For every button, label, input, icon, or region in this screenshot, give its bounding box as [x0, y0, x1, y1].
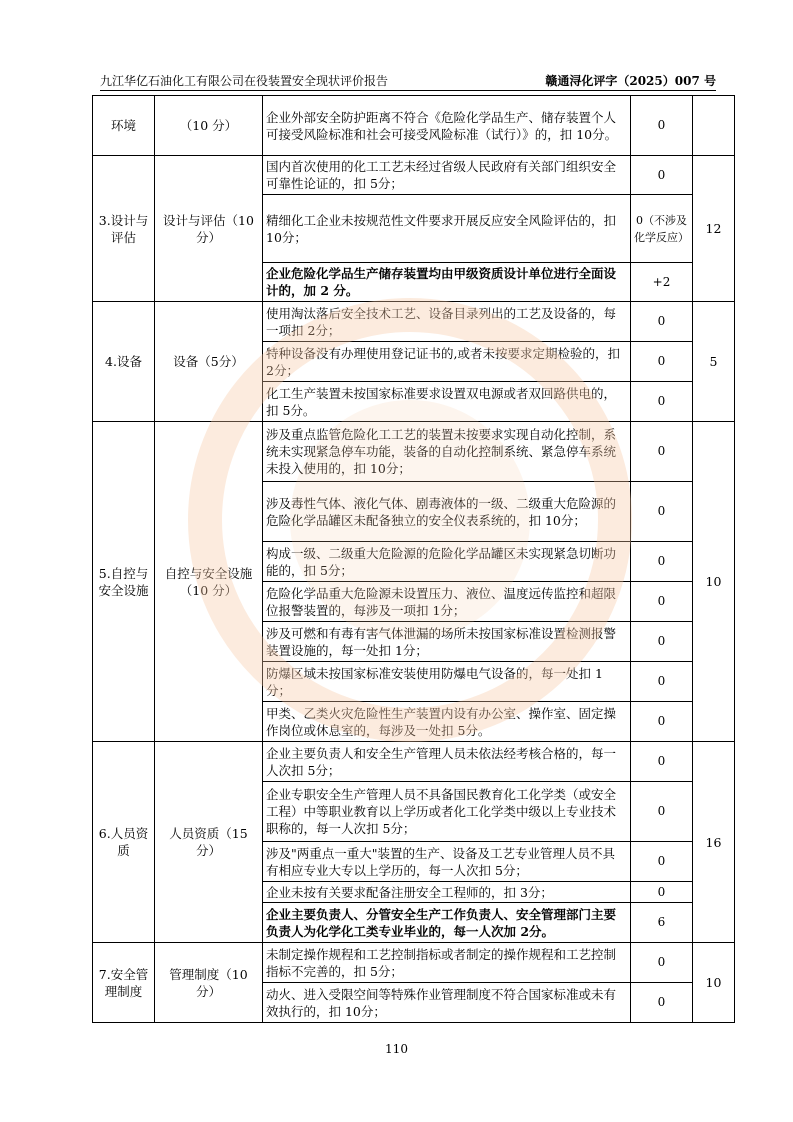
item-cell: 人员资质（15 分）: [155, 742, 263, 943]
total-cell: [693, 96, 735, 156]
item-cell: （10 分）: [155, 96, 263, 156]
score-cell: 0: [631, 482, 693, 542]
category-cell: 7.安全管理制度: [93, 943, 155, 1023]
header-report-number: 赣通浔化评字（2025）007 号: [545, 74, 716, 88]
page-number: 110: [385, 1042, 408, 1056]
category-cell: 4.设备: [93, 302, 155, 422]
table-row: [93, 943, 735, 983]
criteria-cell: 涉及重点监管危险化工工艺的装置未按要求实现自动化控制，系统未实现紧急停车功能，装备的自动化控制系统、紧急停车系统未投入使用的，扣 10分；: [263, 422, 631, 482]
criteria-cell: 国内首次使用的化工工艺未经过省级人民政府有关部门组织安全可靠性论证的，扣 5分；: [263, 156, 631, 195]
score-cell: 0: [631, 842, 693, 882]
table-row: [93, 742, 735, 782]
score-cell: 0: [631, 662, 693, 702]
criteria-cell: 未制定操作规程和工艺控制指标或者制定的操作规程和工艺控制指标不完善的，扣 5分；: [263, 943, 631, 983]
score-cell: 0（不涉及化学反应）: [631, 195, 693, 263]
item-cell: 设计与评估（10分）: [155, 156, 263, 302]
total-cell: 10: [693, 943, 735, 1023]
score-cell: 0: [631, 382, 693, 422]
item-cell: 自控与安全设施（10 分）: [155, 422, 263, 742]
criteria-cell: 企业主要负责人和安全生产管理人员未依法经考核合格的，每一人次扣 5分；: [263, 742, 631, 782]
item-cell: 设备（5分）: [155, 302, 263, 422]
score-cell: 0: [631, 782, 693, 842]
score-cell: 0: [631, 882, 693, 903]
table-row: [93, 96, 735, 156]
score-cell: 6: [631, 903, 693, 943]
criteria-cell: 企业主要负责人、分管安全生产工作负责人、安全管理部门主要负责人为化学化工类专业毕业的，每一人次加 2分。: [263, 903, 631, 943]
table-row: [93, 422, 735, 482]
criteria-cell: 涉及"两重点一重大"装置的生产、设备及工艺专业管理人员不具有相应专业大专以上学历的，每一人次扣 5分；: [263, 842, 631, 882]
criteria-cell: 涉及毒性气体、液化气体、剧毒液体的一级、二级重大危险源的危险化学品罐区未配备独立的安全仪表系统的，扣 10分；: [263, 482, 631, 542]
score-cell: +2: [631, 263, 693, 302]
page-header: [100, 68, 716, 91]
criteria-cell: 使用淘汰落后安全技术工艺、设备目录列出的工艺及设备的，每一项扣 2分；: [263, 302, 631, 342]
category-cell: 6.人员资质: [93, 742, 155, 943]
assessment-table: [92, 95, 735, 1023]
criteria-cell: 特种设备没有办理使用登记证书的,或者未按要求定期检验的，扣 2分；: [263, 342, 631, 382]
criteria-cell: 甲类、乙类火灾危险性生产装置内设有办公室、操作室、固定操作岗位或休息室的，每涉及一处扣 5分。: [263, 702, 631, 742]
score-cell: 0: [631, 422, 693, 482]
criteria-cell: 企业外部安全防护距离不符合《危险化学品生产、储存装置个人可接受风险标准和社会可接受风险标准（试行）》的，扣 10分。: [263, 96, 631, 156]
criteria-cell: 动火、进入受限空间等特殊作业管理制度不符合国家标准或未有效执行的，扣 10分；: [263, 983, 631, 1023]
criteria-cell: 企业未按有关要求配备注册安全工程师的，扣 3分；: [263, 882, 631, 903]
criteria-cell: 精细化工企业未按规范性文件要求开展反应安全风险评估的，扣 10分；: [263, 195, 631, 263]
table-row: [93, 156, 735, 195]
score-cell: 0: [631, 702, 693, 742]
score-cell: 0: [631, 342, 693, 382]
criteria-cell: 危险化学品重大危险源未设置压力、液位、温度远传监控和超限位报警装置的，每涉及一项扣 1分；: [263, 582, 631, 622]
score-cell: 0: [631, 983, 693, 1023]
criteria-cell: 企业危险化学品生产储存装置均由甲级资质设计单位进行全面设计的，加 2 分。: [263, 263, 631, 302]
total-cell: 5: [693, 302, 735, 422]
score-cell: 0: [631, 542, 693, 582]
score-cell: 0: [631, 742, 693, 782]
total-cell: 16: [693, 742, 735, 943]
criteria-cell: 涉及可燃和有毒有害气体泄漏的场所未按国家标准设置检测报警装置设施的，每一处扣 1分；: [263, 622, 631, 662]
item-cell: 管理制度（10 分）: [155, 943, 263, 1023]
category-cell: 3.设计与评估: [93, 156, 155, 302]
criteria-cell: 企业专职安全生产管理人员不具备国民教育化工化学类（或安全工程）中等职业教育以上学历或者化工化学类中级以上专业技术职称的，每一人次扣 5分；: [263, 782, 631, 842]
category-cell: 5.自控与安全设施: [93, 422, 155, 742]
criteria-cell: 构成一级、二级重大危险源的危险化学品罐区未实现紧急切断功能的，扣 5分；: [263, 542, 631, 582]
score-cell: 0: [631, 622, 693, 662]
table-row: [93, 302, 735, 342]
criteria-cell: 化工生产装置未按国家标准要求设置双电源或者双回路供电的，扣 5分。: [263, 382, 631, 422]
criteria-cell: 防爆区域未按国家标准安装使用防爆电气设备的，每一处扣 1分；: [263, 662, 631, 702]
total-cell: 12: [693, 156, 735, 302]
category-cell: 环境: [93, 96, 155, 156]
score-cell: 0: [631, 96, 693, 156]
score-cell: 0: [631, 582, 693, 622]
total-cell: 10: [693, 422, 735, 742]
score-cell: 0: [631, 943, 693, 983]
score-cell: 0: [631, 302, 693, 342]
score-cell: 0: [631, 156, 693, 195]
header-report-title: 九江华亿石油化工有限公司在役装置安全现状评价报告: [100, 74, 389, 88]
